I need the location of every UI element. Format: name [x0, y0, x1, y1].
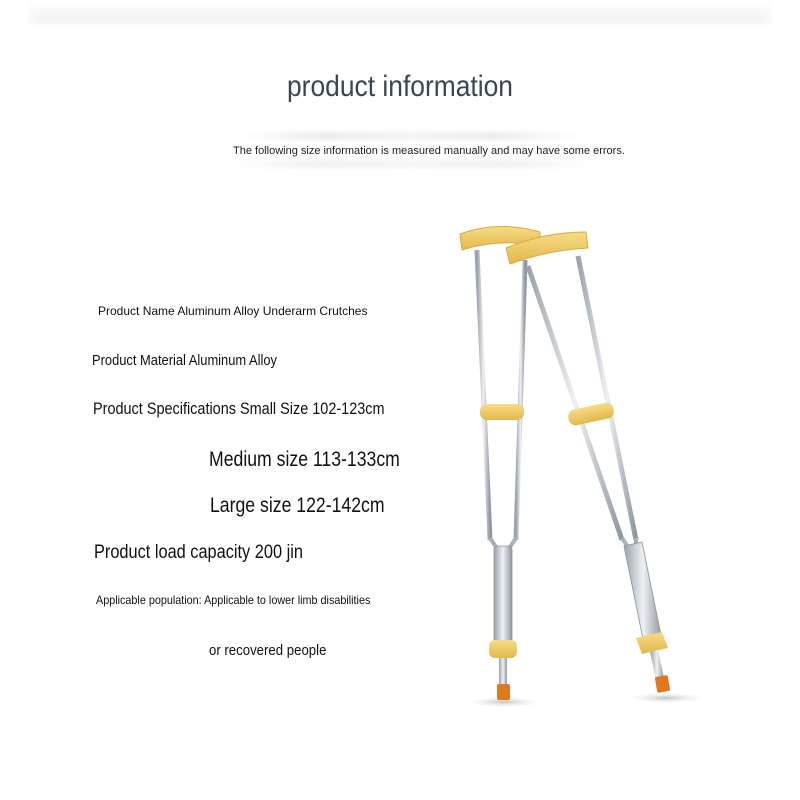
- right-crutch: [506, 232, 670, 693]
- left-ferrule-collar: [489, 640, 517, 658]
- right-ferrule-collar: [636, 632, 668, 654]
- page-title: product information: [287, 70, 513, 103]
- spec-medium-size: Medium size 113-133cm: [209, 448, 400, 471]
- faded-text-line: [232, 160, 592, 168]
- spec-product-specifications: Product Specifications Small Size 102-123cm: [93, 399, 385, 418]
- spec-product-material: Product Material Aluminum Alloy: [92, 352, 277, 369]
- spec-load-capacity: Product load capacity 200 jin: [94, 542, 303, 563]
- spec-large-size: Large size 122-142cm: [210, 494, 385, 517]
- right-rubber-tip: [655, 675, 671, 693]
- faded-text-line: [240, 132, 580, 140]
- left-crutch: [460, 226, 540, 700]
- left-rubber-tip: [497, 684, 510, 700]
- crutches-pair-image: [440, 220, 720, 720]
- floor-shadow: [624, 692, 708, 704]
- spec-applicable-population-cont: or recovered people: [209, 642, 327, 659]
- top-shadow-divider: [30, 0, 770, 28]
- spec-product-name: Product Name Aluminum Alloy Underarm Crutches: [98, 304, 368, 318]
- page-subtitle: The following size information is measured manually and may have some errors.: [233, 145, 625, 157]
- spec-applicable-population: Applicable population: Applicable to lower limb disabilities: [96, 593, 371, 607]
- left-hand-grip: [480, 404, 524, 420]
